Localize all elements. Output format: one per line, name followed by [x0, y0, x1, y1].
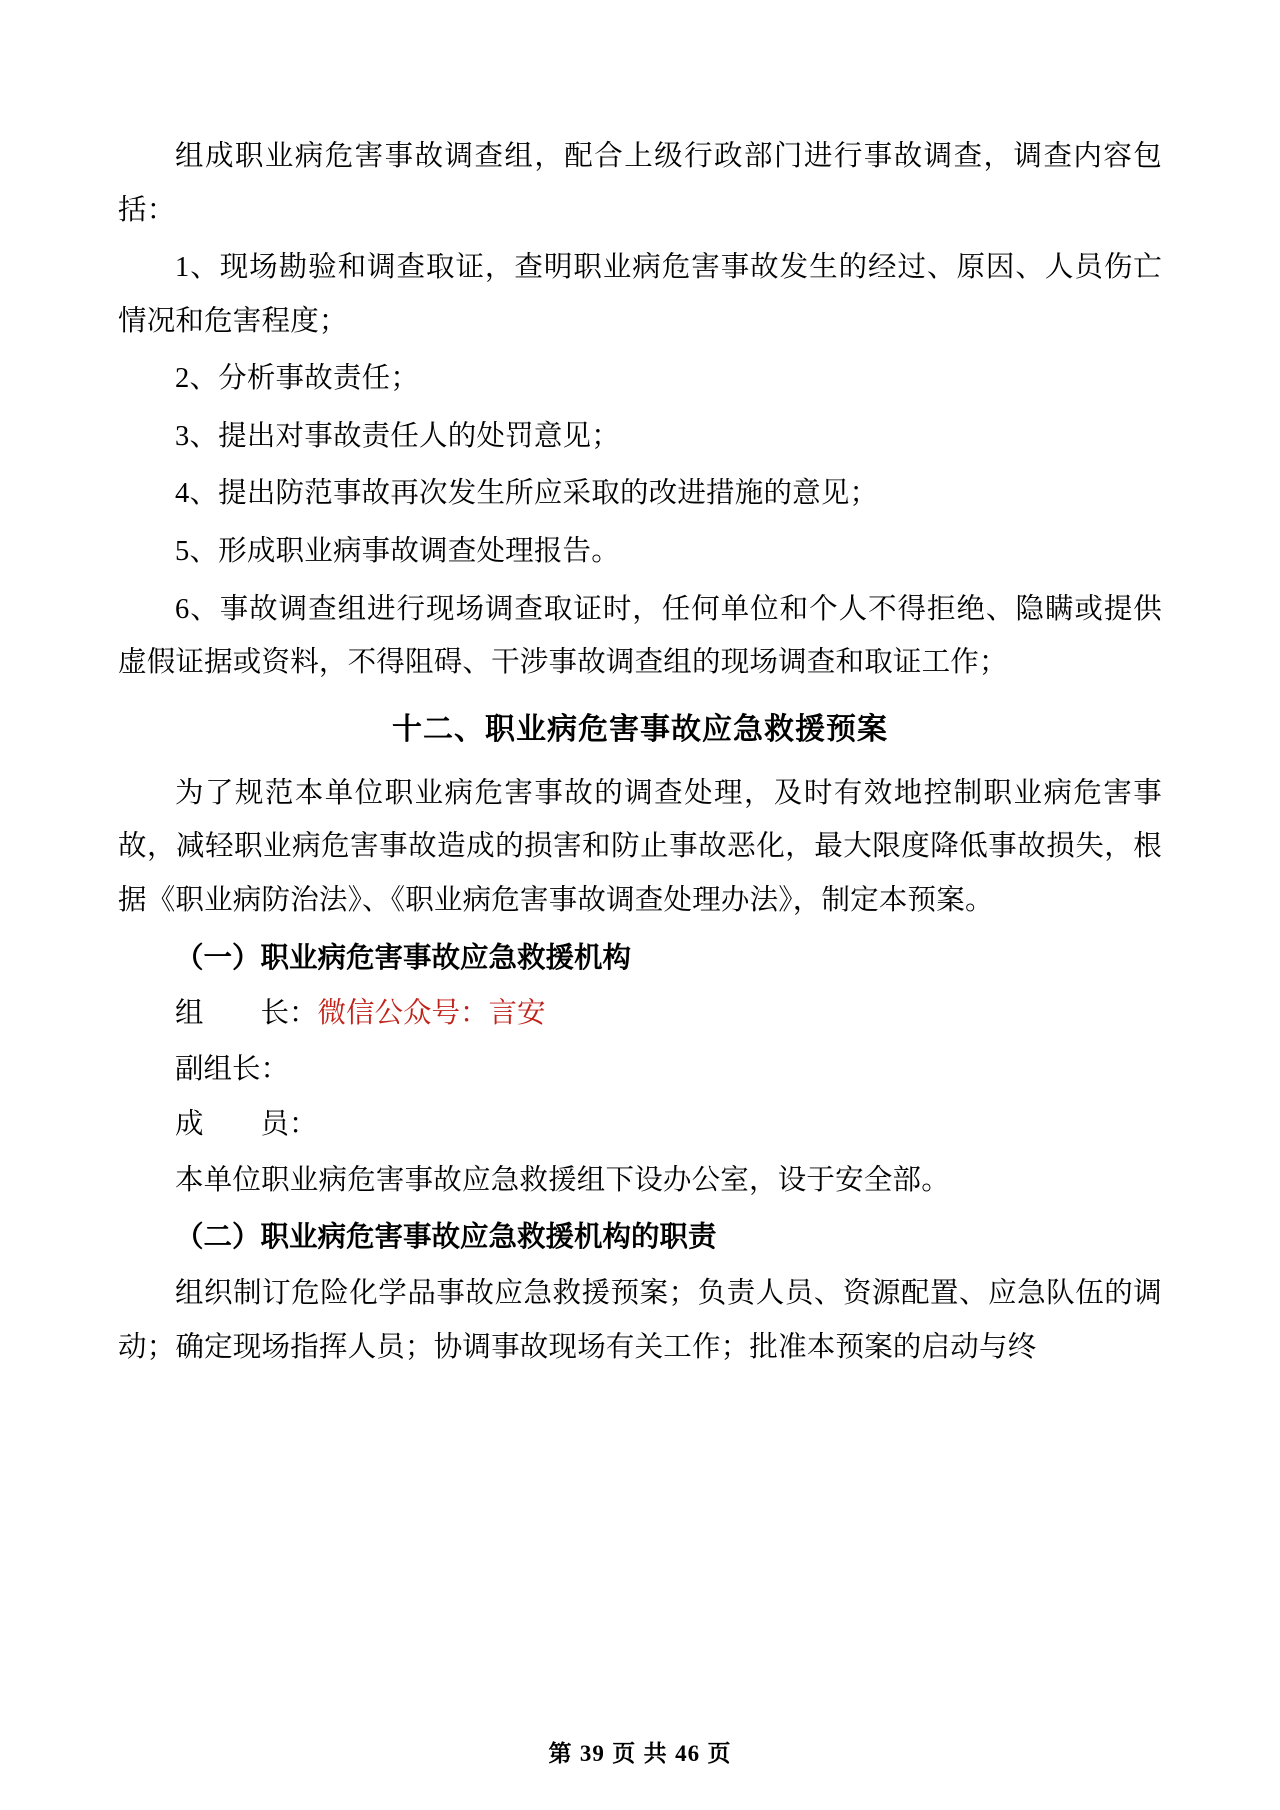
paragraph-item-1: 1、现场勘验和调查取证，查明职业病危害事故发生的经过、原因、人员伤亡情况和危害程度；	[118, 252, 1162, 337]
role-line-leader	[118, 987, 1162, 1041]
paragraph-item-2: 2、分析事故责任；	[175, 363, 420, 395]
role-line-deputy-leader	[118, 1043, 1162, 1097]
subsection-one-title: （一）职业病危害事故应急救援机构	[175, 942, 632, 974]
paragraph-intro-investigation: 组成职业病危害事故调查组，配合上级行政部门进行事故调查，调查内容包括：	[118, 141, 1162, 226]
paragraph-item-5: 5、形成职业病事故调查处理报告。	[175, 536, 620, 568]
footer-suffix: 页	[707, 1740, 732, 1766]
role-label-leader: 组 长：	[175, 998, 318, 1030]
role-label-deputy-leader: 副组长：	[175, 1053, 290, 1085]
role-value-leader: 微信公众号：言安	[317, 998, 546, 1030]
page-footer	[0, 1735, 1280, 1768]
footer-prefix: 第	[548, 1740, 573, 1766]
paragraph-item-4: 4、提出防范事故再次发生所应采取的改进措施的意见；	[175, 478, 879, 510]
paragraph-office: 本单位职业病危害事故应急救援组下设办公室，设于安全部。	[175, 1164, 950, 1196]
paragraph-duties: 组织制订危险化学品事故应急救援预案；负责人员、资源配置、应急队伍的调动；确定现场指挥人员；协调事故现场有关工作；批准本预案的启动与终	[118, 1277, 1162, 1363]
role-label-members: 成 员：	[175, 1109, 318, 1141]
footer-middle: 页 共	[612, 1740, 668, 1766]
section-title: 十二、职业病危害事故应急救援预案	[392, 712, 888, 746]
paragraph-item-3: 3、提出对事故责任人的处罚意见；	[175, 420, 620, 452]
footer-current-page: 39	[579, 1741, 605, 1766]
subsection-two-title: （二）职业病危害事故应急救援机构的职责	[175, 1222, 717, 1254]
footer-total-pages: 46	[675, 1741, 701, 1766]
role-line-members	[118, 1098, 1162, 1152]
paragraph-item-6: 6、事故调查组进行现场调查取证时，任何单位和个人不得拒绝、隐瞒或提供虚假证据或资料，不得阻碍、干涉事故调查组的现场调查和取证工作；	[118, 593, 1162, 679]
paragraph-emergency-plan-intro: 为了规范本单位职业病危害事故的调查处理，及时有效地控制职业病危害事故，减轻职业病危害事故造成的损害和防止事故恶化，最大限度降低事故损失，根据《职业病防治法》、《职业病危害事故调查处理办法》，制定本预案。	[118, 777, 1162, 916]
